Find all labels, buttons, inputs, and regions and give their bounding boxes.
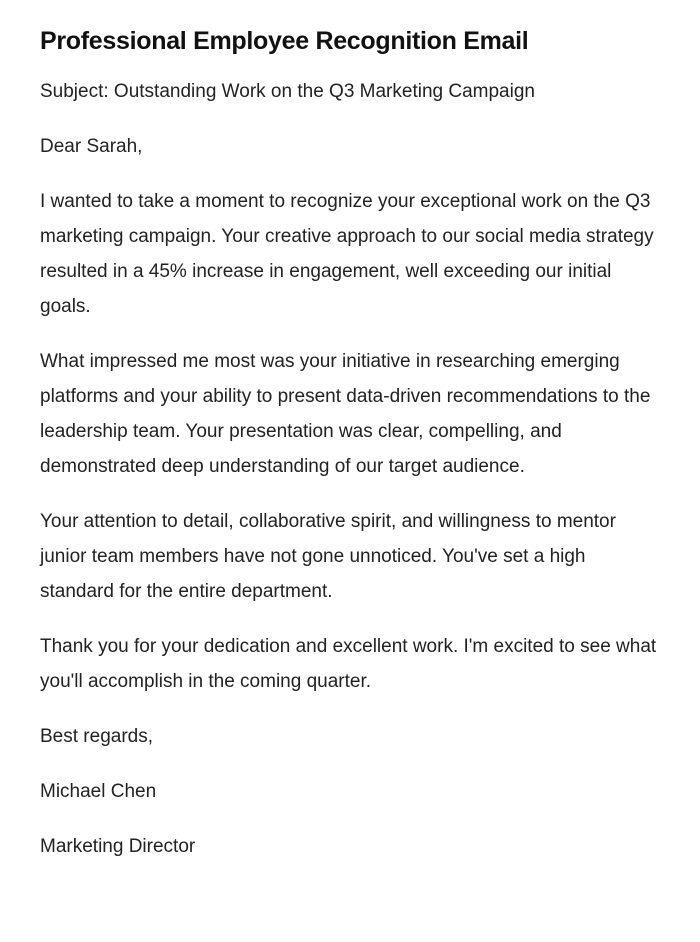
body-paragraph: Your attention to detail, collaborative spirit, and willingness to mentor junior team members have not gone unnoticed. You've set a high standard for the entire department. [40,511,616,602]
page-title: Professional Employee Recognition Email [40,27,529,55]
email-subject: Subject: Outstanding Work on the Q3 Marketing Campaign [40,81,535,102]
closing: Best regards, [40,726,153,747]
greeting: Dear Sarah, [40,136,143,157]
body-paragraph: Thank you for your dedication and excellent work. I'm excited to see what you'll accomplish in the coming quarter. [40,636,657,692]
body-paragraph: What impressed me most was your initiative in researching emerging platforms and your ability to present data-driven recommendations to the leadership team. Your presentation was clear, compelling, and demonstrated deep understanding of our target audience. [40,351,651,477]
signature-name: Michael Chen [40,781,157,802]
signature-title: Marketing Director [40,836,196,857]
body-paragraph: I wanted to take a moment to recognize your exceptional work on the Q3 marketing campaign. Your creative approach to our social media strategy resulted in a 45% increase in engagement, well exceeding our initial goals. [40,191,654,317]
